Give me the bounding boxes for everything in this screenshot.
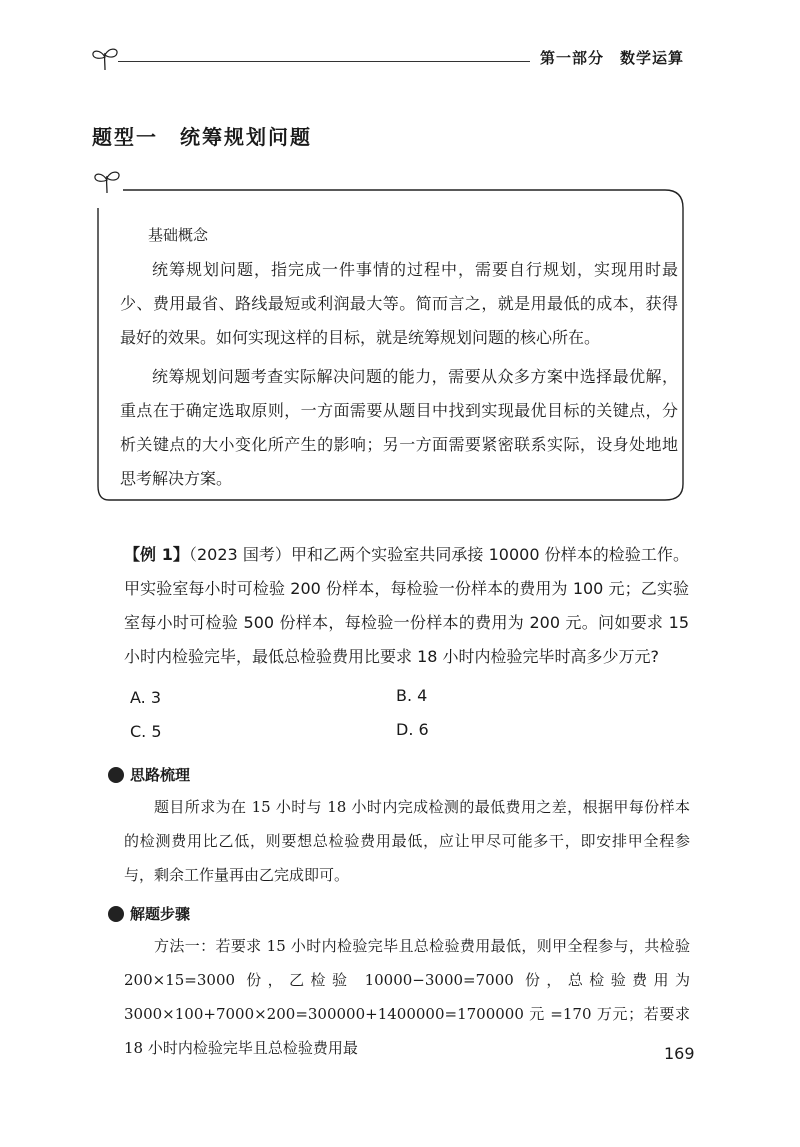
example-text: （2023 国考）甲和乙两个实验室共同承接 10000 份样本的检验工作。甲实验室每小时可检验 200 份样本，每检验一份样本的费用为 100 元；乙实验室每小时可检验 500 份样本，每检验一份样本的费用为 200 元。问如要求 15 小时内检验完毕，最低总检验费用比要求 18 小时内检验完毕时高多少万元? (124, 545, 689, 666)
example-question (124, 538, 689, 674)
concept-heading: 基础概念 (148, 226, 209, 244)
sprout-ornament-icon (90, 45, 120, 71)
steps-bullet-icon (108, 906, 124, 922)
concept-paragraph-2: 统筹规划问题考查实际解决问题的能力，需要从众多方案中选择最优解，重点在于确定选取原则，一方面需要从题目中找到实现最优目标的关键点，分析关键点的大小变化所产生的影响；另一方面需要紧密联系实际，设身处地地思考解决方案。 (120, 367, 678, 488)
solution-paragraph: 方法一：若要求 15 小时内检验完毕且总检验费用最低，则甲全程参与，共检验 200×15=3000 份，乙检验 10000−3000=7000 份，总检验费用为 3000×100+7000×200=300000+1400000=1700000 元 =170 万元；若要求 18 小时内检验完毕且总检验费用最 (124, 937, 690, 1057)
analysis-heading-row (108, 764, 190, 785)
option-d: D. 6 (396, 720, 429, 739)
header-rule (118, 61, 530, 62)
example-tag: 【例 1】 (124, 545, 189, 564)
option-c: C. 5 (130, 722, 162, 741)
page-number: 169 (664, 1044, 695, 1063)
analysis-heading: 思路梳理 (130, 766, 191, 784)
solution-heading-row (108, 903, 190, 924)
option-a: A. 3 (130, 688, 162, 707)
analysis-paragraph: 题目所求为在 15 小时与 18 小时内完成检测的最低费用之差，根据甲每份样本的检测费用比乙低，则要想总检验费用最低，应让甲尽可能多干，即安排甲全程参与，剩余工作量再由乙完成即可。 (124, 798, 690, 884)
gear-bullet-icon (108, 767, 124, 783)
option-b: B. 4 (396, 686, 428, 705)
running-header: 第一部分 数学运算 (540, 49, 685, 67)
solution-heading: 解题步骤 (130, 905, 191, 923)
section-title: 题型一 统筹规划问题 (92, 125, 312, 149)
concept-paragraph-1: 统筹规划问题，指完成一件事情的过程中，需要自行规划，实现用时最少、费用最省、路线最短或利润最大等。简而言之，就是用最低的成本，获得最好的效果。如何实现这样的目标，就是统筹规划问题的核心所在。 (120, 260, 678, 347)
